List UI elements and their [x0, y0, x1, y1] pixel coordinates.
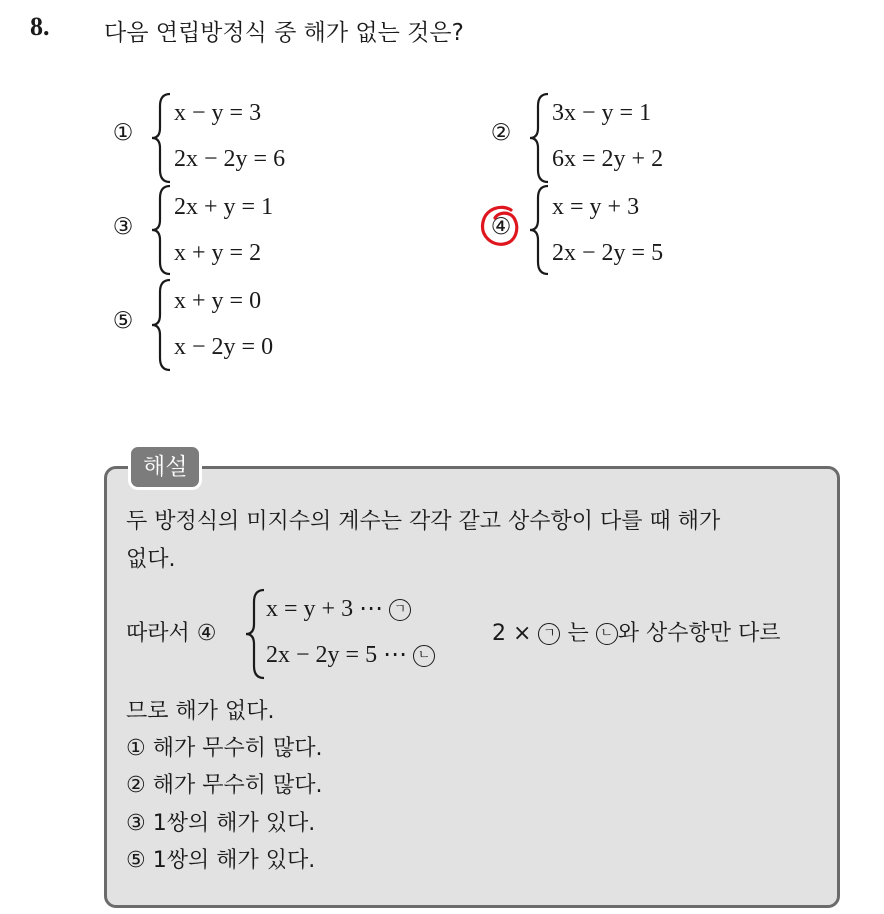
relation-part-a: 2 ×: [492, 621, 532, 646]
choice-2[interactable]: [486, 92, 706, 182]
explanation-line-1: 두 방정식의 미지수의 계수는 각각 같고 상수항이 다를 때 해가: [126, 509, 721, 534]
equation-2: x + y = 2: [174, 240, 262, 266]
equation-1: x = y + 3: [552, 194, 640, 220]
brace-icon: [528, 92, 550, 184]
equation-2: 6x = 2y + 2: [552, 146, 664, 172]
brace-icon: [150, 278, 172, 372]
choice-3[interactable]: [108, 184, 328, 274]
explanation-item-2: ② 해가 무수히 많다.: [126, 773, 323, 798]
relation-text: [492, 616, 780, 647]
question-number: 8.: [30, 12, 50, 41]
circled-nieun-label: ㄴ: [413, 645, 435, 667]
system-equation-2-text: 2x − 2y = 5 ⋯: [266, 642, 408, 668]
explanation-item-1: ① 해가 무수히 많다.: [126, 736, 323, 761]
relation-part-b: 는: [567, 621, 589, 646]
choice-1[interactable]: [108, 92, 328, 182]
brace-icon: [150, 184, 172, 276]
choice-5[interactable]: [108, 278, 328, 370]
choice-number: ③: [112, 214, 134, 240]
brace-icon: [528, 184, 550, 276]
brace-icon: [244, 588, 266, 680]
equation-2: 2x − 2y = 5: [552, 240, 664, 266]
equation-2: 2x − 2y = 6: [174, 146, 286, 172]
equation-2: x − 2y = 0: [174, 334, 274, 360]
brace-icon: [150, 92, 172, 184]
relation-part-c: 와 상수항만 다르: [617, 621, 781, 646]
circled-nieun-label: ㄴ: [596, 623, 618, 645]
choice-number: ①: [112, 120, 134, 146]
explanation-item-4: ⑤ 1쌍의 해가 있다.: [126, 848, 316, 873]
circled-giyeok-label: ㄱ: [538, 623, 560, 645]
answer-mark-icon: [478, 204, 524, 250]
choice-number: ④: [490, 214, 512, 240]
system-equation-1-text: x = y + 3 ⋯: [266, 596, 384, 622]
system-equation-1: [266, 594, 411, 623]
system-equation-2: [266, 640, 435, 669]
explanation-line-2: 없다.: [126, 547, 176, 572]
circled-giyeok-label: ㄱ: [389, 599, 411, 621]
explanation-line-3: 므로 해가 없다.: [126, 699, 275, 724]
equation-1: x + y = 0: [174, 288, 262, 314]
question-text: 다음 연립방정식 중 해가 없는 것은?: [104, 20, 464, 46]
equation-1: x − y = 3: [174, 100, 262, 126]
equation-1: 3x − y = 1: [552, 100, 652, 126]
explanation-item-3: ③ 1쌍의 해가 있다.: [126, 811, 316, 836]
system-prefix: 따라서 ④: [126, 621, 217, 646]
choice-number: ⑤: [112, 308, 134, 334]
equation-1: 2x + y = 1: [174, 194, 274, 220]
choice-number: ②: [490, 120, 512, 146]
explanation-tag: 해설: [128, 444, 202, 490]
